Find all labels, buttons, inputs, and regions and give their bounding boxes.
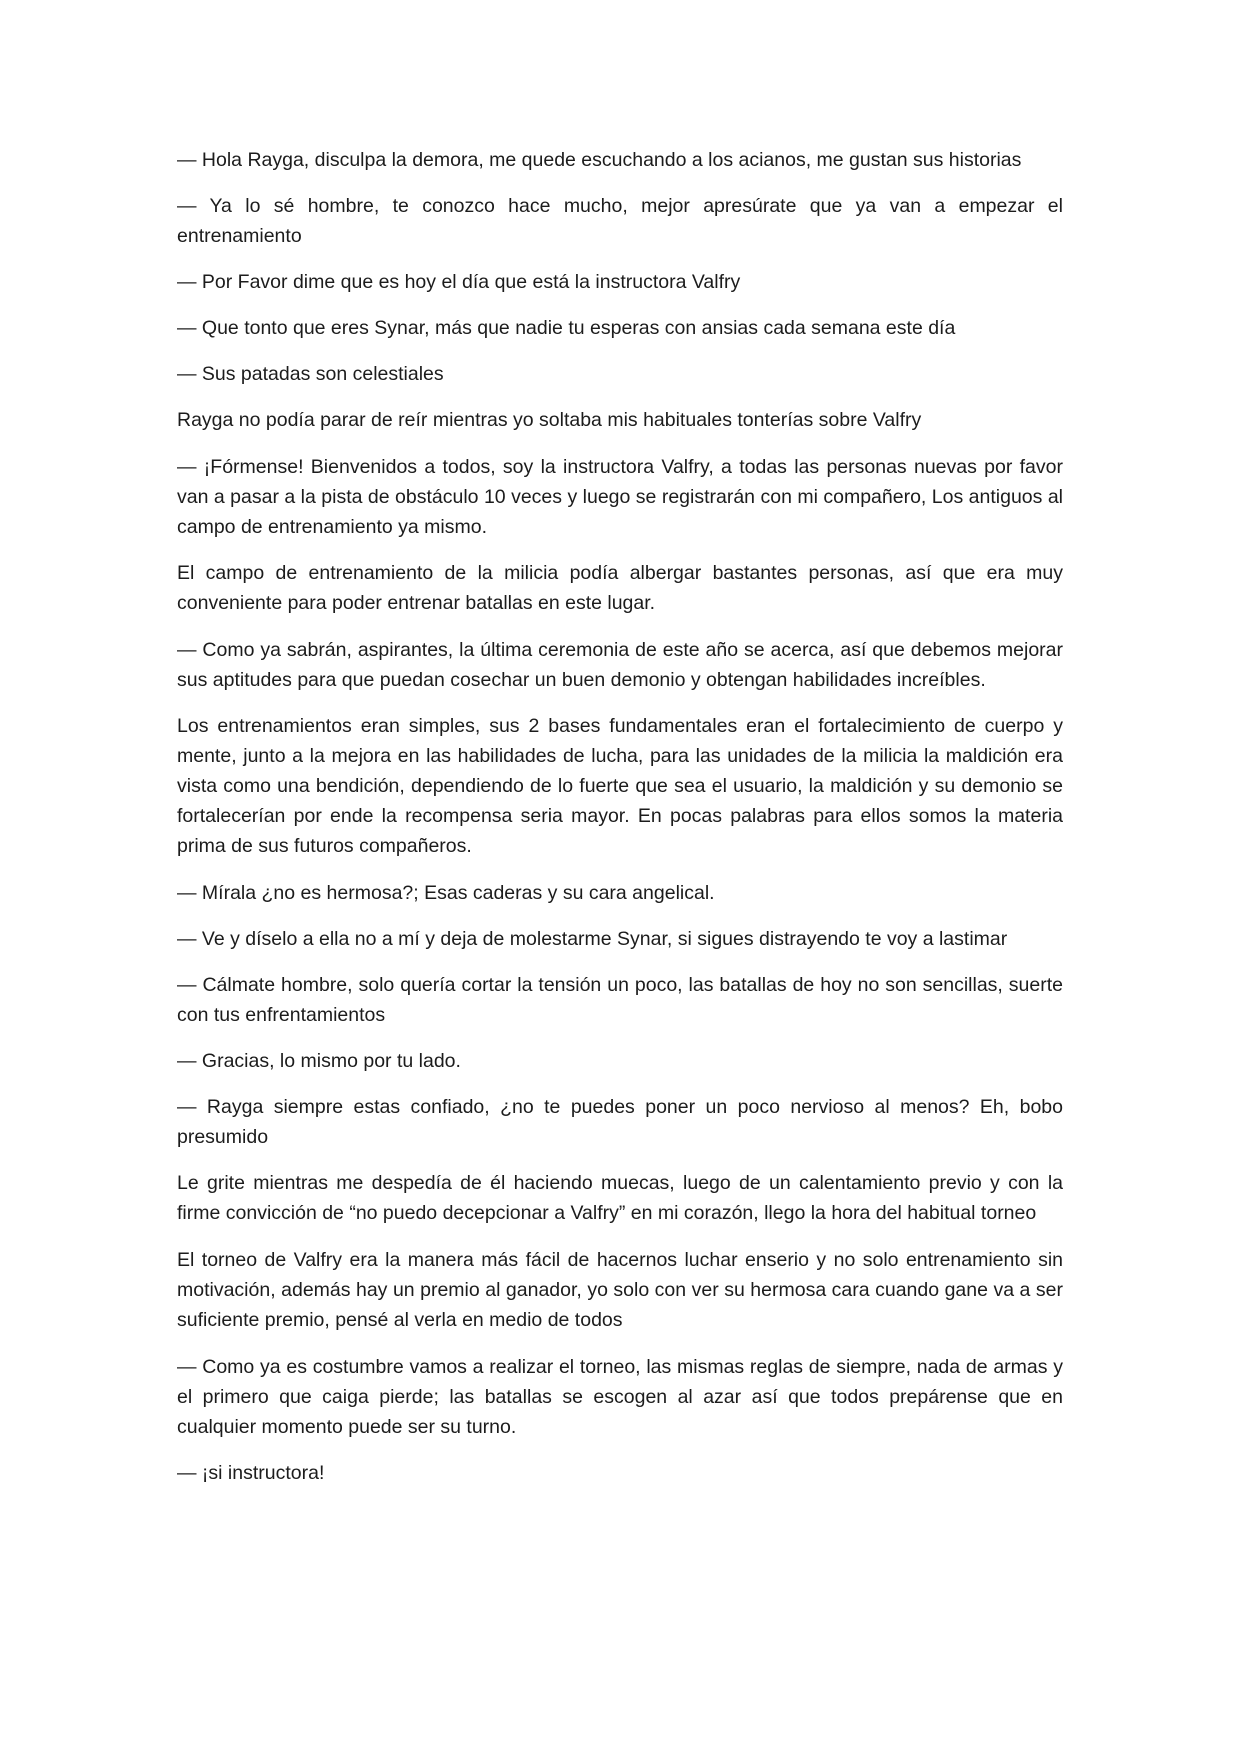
paragraph-18: — Como ya es costumbre vamos a realizar el torneo, las mismas reglas de siempre, nada de armas y el primero que caiga pierde; las batallas se escogen al azar así que todos prepárense que en cualquier momento puede ser su turno. [177,1356,1063,1438]
paragraph-11: — Mírala ¿no es hermosa?; Esas caderas y su cara angelical. [177,882,715,904]
paragraph-13: — Cálmate hombre, solo quería cortar la tensión un poco, las batallas de hoy no son sencillas, suerte con tus enfrentamientos [177,974,1063,1026]
paragraph-10: Los entrenamientos eran simples, sus 2 bases fundamentales eran el fortalecimiento de cuerpo y mente, junto a la mejora en las habilidades de lucha, para las unidades de la milicia la maldición era vista como una bendición, dependiendo de lo fuerte que sea el usuario, la maldición y su demonio se fortalecerían por ende la recompensa seria mayor. En pocas palabras para ellos somos la materia prima de sus futuros compañeros. [177,715,1063,857]
paragraph-8: El campo de entrenamiento de la milicia podía albergar bastantes personas, así que era muy conveniente para poder entrenar batallas en este lugar. [177,562,1063,614]
document-page [177,145,1063,1504]
paragraph-2: — Ya lo sé hombre, te conozco hace mucho, mejor apresúrate que ya van a empezar el entrenamiento [177,195,1063,247]
paragraph-7: — ¡Fórmense! Bienvenidos a todos, soy la instructora Valfry, a todas las personas nuevas por favor van a pasar a la pista de obstáculo 10 veces y luego se registrarán con mi compañero, Los antiguos al campo de entrenamiento ya mismo. [177,456,1063,538]
paragraph-4: — Que tonto que eres Synar, más que nadie tu esperas con ansias cada semana este día [177,317,956,339]
paragraph-14: — Gracias, lo mismo por tu lado. [177,1050,461,1072]
paragraph-17: El torneo de Valfry era la manera más fácil de hacernos luchar enserio y no solo entrenamiento sin motivación, además hay un premio al ganador, yo solo con ver su hermosa cara cuando gane va a ser suficiente premio, pensé al verla en medio de todos [177,1249,1063,1331]
paragraph-16: Le grite mientras me despedía de él haciendo muecas, luego de un calentamiento previo y con la firme convicción de “no puedo decepcionar a Valfry” en mi corazón, llego la hora del habitual torneo [177,1172,1063,1224]
paragraph-6: Rayga no podía parar de reír mientras yo soltaba mis habituales tonterías sobre Valfry [177,409,922,431]
paragraph-15: — Rayga siempre estas confiado, ¿no te puedes poner un poco nervioso al menos? Eh, bobo presumido [177,1096,1063,1148]
paragraph-3: — Por Favor dime que es hoy el día que está la instructora Valfry [177,271,741,293]
paragraph-12: — Ve y díselo a ella no a mí y deja de molestarme Synar, si sigues distrayendo te voy a lastimar [177,928,1008,950]
paragraph-9: — Como ya sabrán, aspirantes, la última ceremonia de este año se acerca, así que debemos mejorar sus aptitudes para que puedan cosechar un buen demonio y obtengan habilidades increíbles. [177,639,1063,691]
paragraph-19: — ¡si instructora! [177,1462,325,1484]
paragraph-5: — Sus patadas son celestiales [177,363,444,385]
paragraph-1: — Hola Rayga, disculpa la demora, me quede escuchando a los acianos, me gustan sus historias [177,149,1022,171]
